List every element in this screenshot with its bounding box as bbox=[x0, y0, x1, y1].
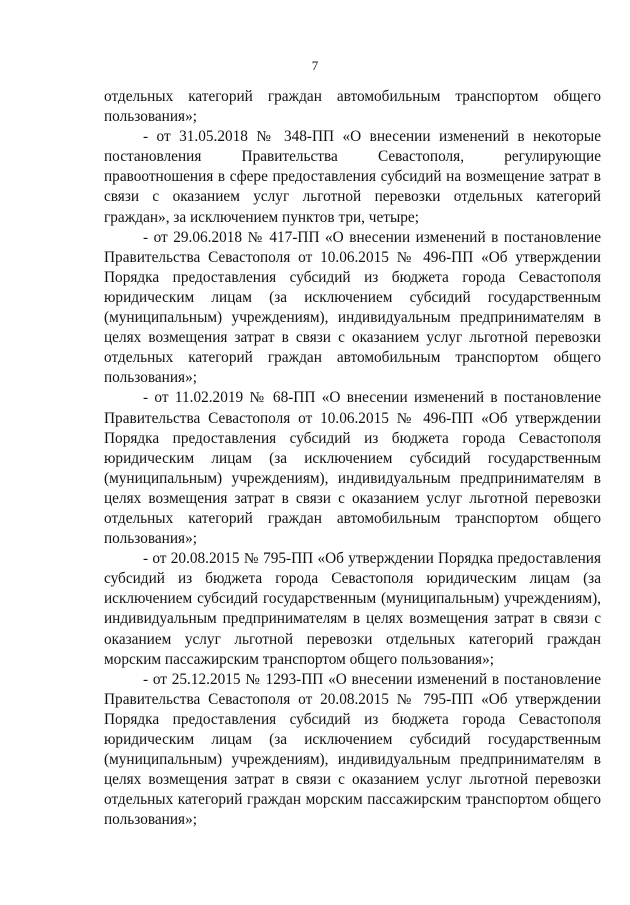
list-item-resolution-795: - от 20.08.2015 № 795-ПП «Об утверждении Порядка предоставления субсидий из бюджета города Севастополя юридическим лицам (за исключением субсидий государственным (муниципальным) учреждениям), индивидуальным предпринимателям в целях возмещения затрат в связи с оказанием услуг льготной перевозки отдельных категорий граждан морским пассажирским транспортом общего пользования»; bbox=[104, 550, 601, 668]
page-number: 7 bbox=[311, 58, 319, 73]
list-item-resolution-417: - от 29.06.2018 № 417-ПП «О внесении изменений в постановление Правительства Севастополя от 10.06.2015 № 496-ПП «Об утверждении Порядка предоставления субсидий из бюджета города Севастополя юридическим лицам (за исключением субсидий государственным (муниципальным) учреждениям), индивидуальным предпринимателям в целях возмещения затрат в связи с оказанием услуг льготной перевозки отдельных категорий граждан автомобильным транспортом общего пользования»; bbox=[104, 228, 601, 387]
list-item-resolution-68: - от 11.02.2019 № 68-ПП «О внесении изменений в постановление Правительства Севастополя от 10.06.2015 № 496-ПП «Об утверждении Порядка предоставления субсидий из бюджета города Севастополя юридическим лицам (за исключением субсидий государственным (муниципальным) учреждениям), индивидуальным предпринимателям в целях возмещения затрат в связи с оказанием услуг льготной перевозки отдельных категорий граждан автомобильным транспортом общего пользования»; bbox=[104, 389, 601, 548]
document-body bbox=[104, 87, 601, 830]
list-item-resolution-1293: - от 25.12.2015 № 1293-ПП «О внесении изменений в постановление Правительства Севастополя от 20.08.2015 № 795-ПП «Об утверждении Порядка предоставления субсидий из бюджета города Севастополя юридическим лицам (за исключением субсидий государственным (муниципальным) учреждениям), индивидуальным предпринимателям в целях возмещения затрат в связи с оказанием услуг льготной перевозки отдельных категорий граждан морским пассажирским транспортом общего пользования»; bbox=[104, 670, 601, 829]
paragraph-continuation: отдельных категорий граждан автомобильным транспортом общего пользования»; bbox=[104, 88, 601, 126]
list-item-resolution-348: - от 31.05.2018 № 348-ПП «О внесении изменений в некоторые постановления Правительства Севастополя, регулирующие правоотношения в сфере предоставления субсидий на возмещение затрат в связи с оказанием услуг льготной перевозки отдельных категорий граждан», за исключением пунктов три, четыре; bbox=[104, 128, 601, 226]
